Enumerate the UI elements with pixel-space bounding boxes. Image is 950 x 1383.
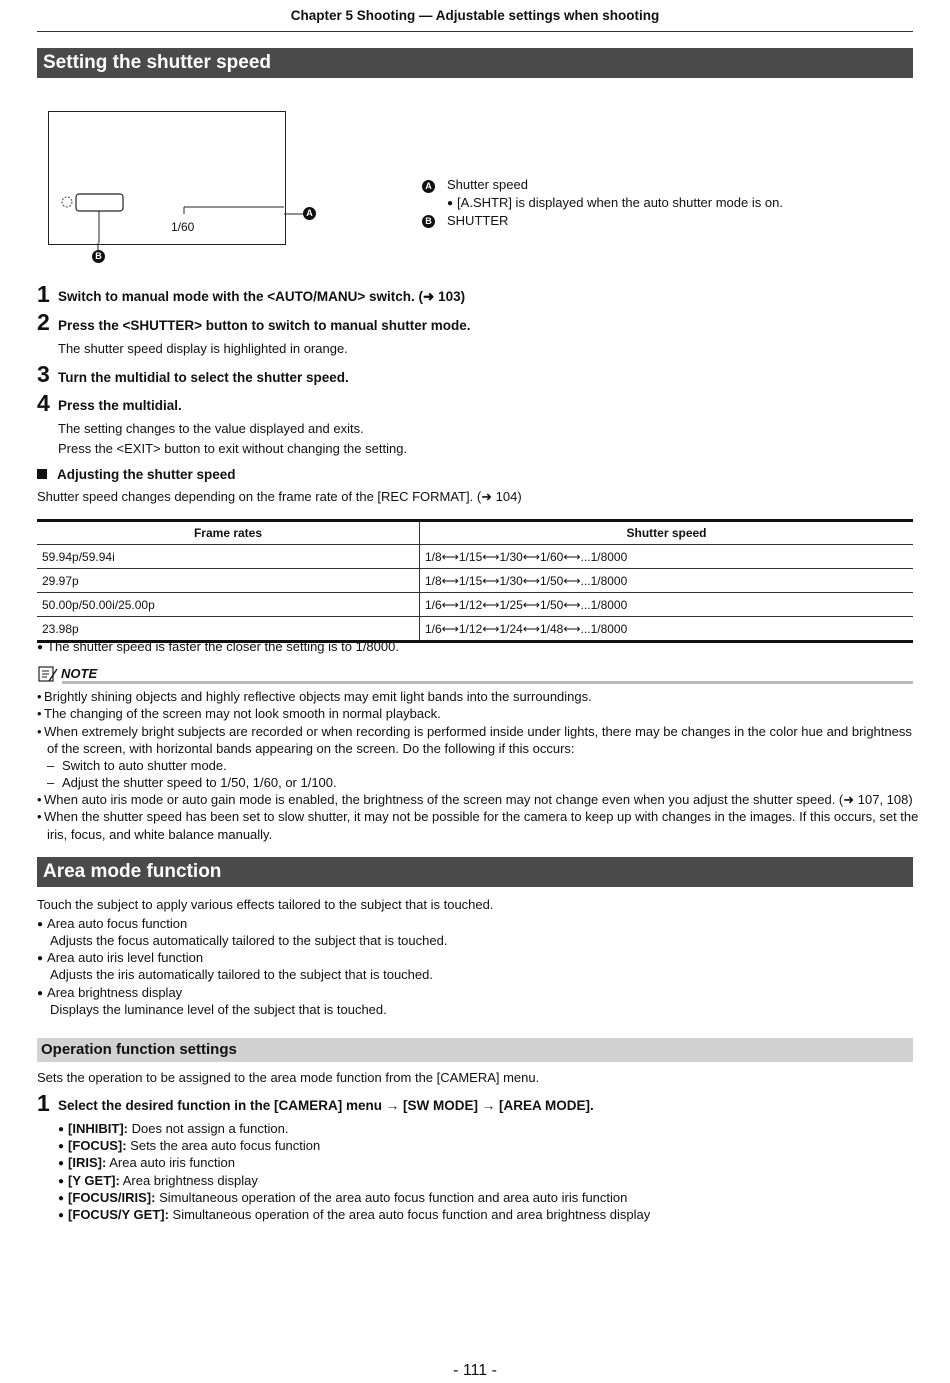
diagram-shapes (49, 112, 284, 243)
function-name: ● Area auto iris level function (37, 950, 203, 965)
function-desc: Adjusts the focus automatically tailored to the subject that is touched. (50, 933, 448, 948)
table-cell: 29.97p (37, 569, 420, 593)
legend-a-note: ● [A.SHTR] is displayed when the auto shutter mode is on. (447, 195, 783, 210)
note-icon (37, 665, 59, 685)
option-item: ● [FOCUS/IRIS]: Simultaneous operation of the area auto focus function and area auto iris function (58, 1190, 627, 1205)
subsection-title-operation: Operation function settings (37, 1038, 913, 1062)
legend-a-title: Shutter speed (447, 177, 528, 192)
step-2-number: 2 (37, 309, 50, 335)
header-rule (37, 31, 913, 32)
step-2-text: Press the <SHUTTER> button to switch to manual shutter mode. (58, 318, 471, 333)
table-cell: 1/8⟷1/15⟷1/30⟷1/60⟷...1/8000 (420, 545, 914, 569)
step-4-number: 4 (37, 390, 50, 416)
shutter-speed-table (37, 519, 913, 643)
function-name: ● Area brightness display (37, 985, 182, 1000)
note-item: • When extremely bright subjects are recorded or when recording is performed inside under lights, there may be changes in the color hue and brightness (37, 724, 912, 739)
table-cell: 23.98p (37, 617, 420, 642)
table-row (37, 569, 913, 593)
area-step-1-number: 1 (37, 1090, 50, 1116)
note-sub-item: – Adjust the shutter speed to 1/50, 1/60, or 1/100. (47, 775, 337, 790)
option-item: ● [FOCUS/Y GET]: Simultaneous operation of the area auto focus function and area brightness display (58, 1207, 650, 1222)
operation-intro: Sets the operation to be assigned to the area mode function from the [CAMERA] menu. (37, 1070, 540, 1085)
note-label: NOTE (61, 666, 98, 681)
shutter-value: 1/60 (171, 220, 195, 234)
note-item-continued: iris, focus, and white balance manually. (47, 827, 273, 842)
adjust-heading: Adjusting the shutter speed (57, 467, 236, 482)
note-item-continued: of the screen, with horizontal bands appearing on the screen. Do the following if this occurs: (47, 741, 575, 756)
note-sub-item: – Switch to auto shutter mode. (47, 758, 227, 773)
note-rule (62, 681, 913, 684)
table-row (37, 593, 913, 617)
step-3-number: 3 (37, 361, 50, 387)
table-cell: 59.94p/59.94i (37, 545, 420, 569)
step-3-text: Turn the multidial to select the shutter speed. (58, 370, 349, 385)
section-title-area-mode: Area mode function (37, 857, 913, 887)
table-header-shutter-speed: Shutter speed (420, 521, 914, 545)
table-header-frame-rates: Frame rates (37, 521, 420, 545)
shutter-box (76, 194, 123, 211)
function-desc: Adjusts the iris automatically tailored to the subject that is touched. (50, 967, 433, 982)
option-item: ● [IRIS]: Area auto iris function (58, 1155, 235, 1170)
page-number: - 111 - (453, 1362, 497, 1379)
area-intro: Touch the subject to apply various effects tailored to the subject that is touched. (37, 897, 494, 912)
legend-b-marker: B (422, 215, 435, 228)
table-cell: 50.00p/50.00i/25.00p (37, 593, 420, 617)
callout-line-a (270, 205, 330, 225)
option-item: ● [Y GET]: Area brightness display (58, 1173, 258, 1188)
option-item: ● [INHIBIT]: Does not assign a function. (58, 1121, 288, 1136)
note-item: • The changing of the screen may not look smooth in normal playback. (37, 706, 441, 721)
function-name: ● Area auto focus function (37, 916, 187, 931)
after-table-note: ● The shutter speed is faster the closer the setting is to 1/8000. (37, 639, 399, 654)
note-item: • Brightly shining objects and highly reflective objects may emit light bands into the surroundings. (37, 689, 592, 704)
step-4-detail-2: Press the <EXIT> button to exit without changing the setting. (58, 441, 408, 456)
callout-a: A (303, 207, 316, 220)
function-desc: Displays the luminance level of the subject that is touched. (50, 1002, 387, 1017)
table-cell: 1/6⟷1/12⟷1/24⟷1/48⟷...1/8000 (420, 617, 914, 642)
step-1-text: Switch to manual mode with the <AUTO/MANU> switch. (➜ 103) (58, 289, 466, 304)
step-1-number: 1 (37, 281, 50, 307)
step-2-detail: The shutter speed display is highlighted in orange. (58, 341, 348, 356)
table-cell: 1/6⟷1/12⟷1/25⟷1/50⟷...1/8000 (420, 593, 914, 617)
shutter-icon (62, 197, 72, 207)
note-item: • When auto iris mode or auto gain mode is enabled, the brightness of the screen may not change even when you adjust the shutter speed. (➜ 107, 108) (37, 792, 913, 807)
area-step-1-text: Select the desired function in the [CAMERA] menu → [SW MODE] → [AREA MODE]. (58, 1098, 594, 1113)
legend-a-marker: A (422, 180, 435, 193)
table-header-row (37, 521, 913, 545)
adjust-intro: Shutter speed changes depending on the frame rate of the [REC FORMAT]. (➜ 104) (37, 489, 522, 504)
screen-diagram (48, 111, 286, 245)
chapter-header: Chapter 5 Shooting — Adjustable settings when shooting (290, 8, 660, 23)
option-item: ● [FOCUS]: Sets the area auto focus function (58, 1138, 320, 1153)
table-row (37, 545, 913, 569)
step-4-text: Press the multidial. (58, 398, 182, 413)
table-row (37, 617, 913, 642)
note-item: • When the shutter speed has been set to slow shutter, it may not be possible for the camera to keep up with changes in the images. If this occurs, set the (37, 809, 919, 824)
legend-b-title: SHUTTER (447, 213, 509, 228)
step-4-detail-1: The setting changes to the value displayed and exits. (58, 421, 364, 436)
table-cell: 1/8⟷1/15⟷1/30⟷1/50⟷...1/8000 (420, 569, 914, 593)
callout-b: B (92, 250, 105, 263)
section-title-shutter-speed: Setting the shutter speed (37, 48, 913, 78)
square-bullet-icon (37, 469, 47, 479)
